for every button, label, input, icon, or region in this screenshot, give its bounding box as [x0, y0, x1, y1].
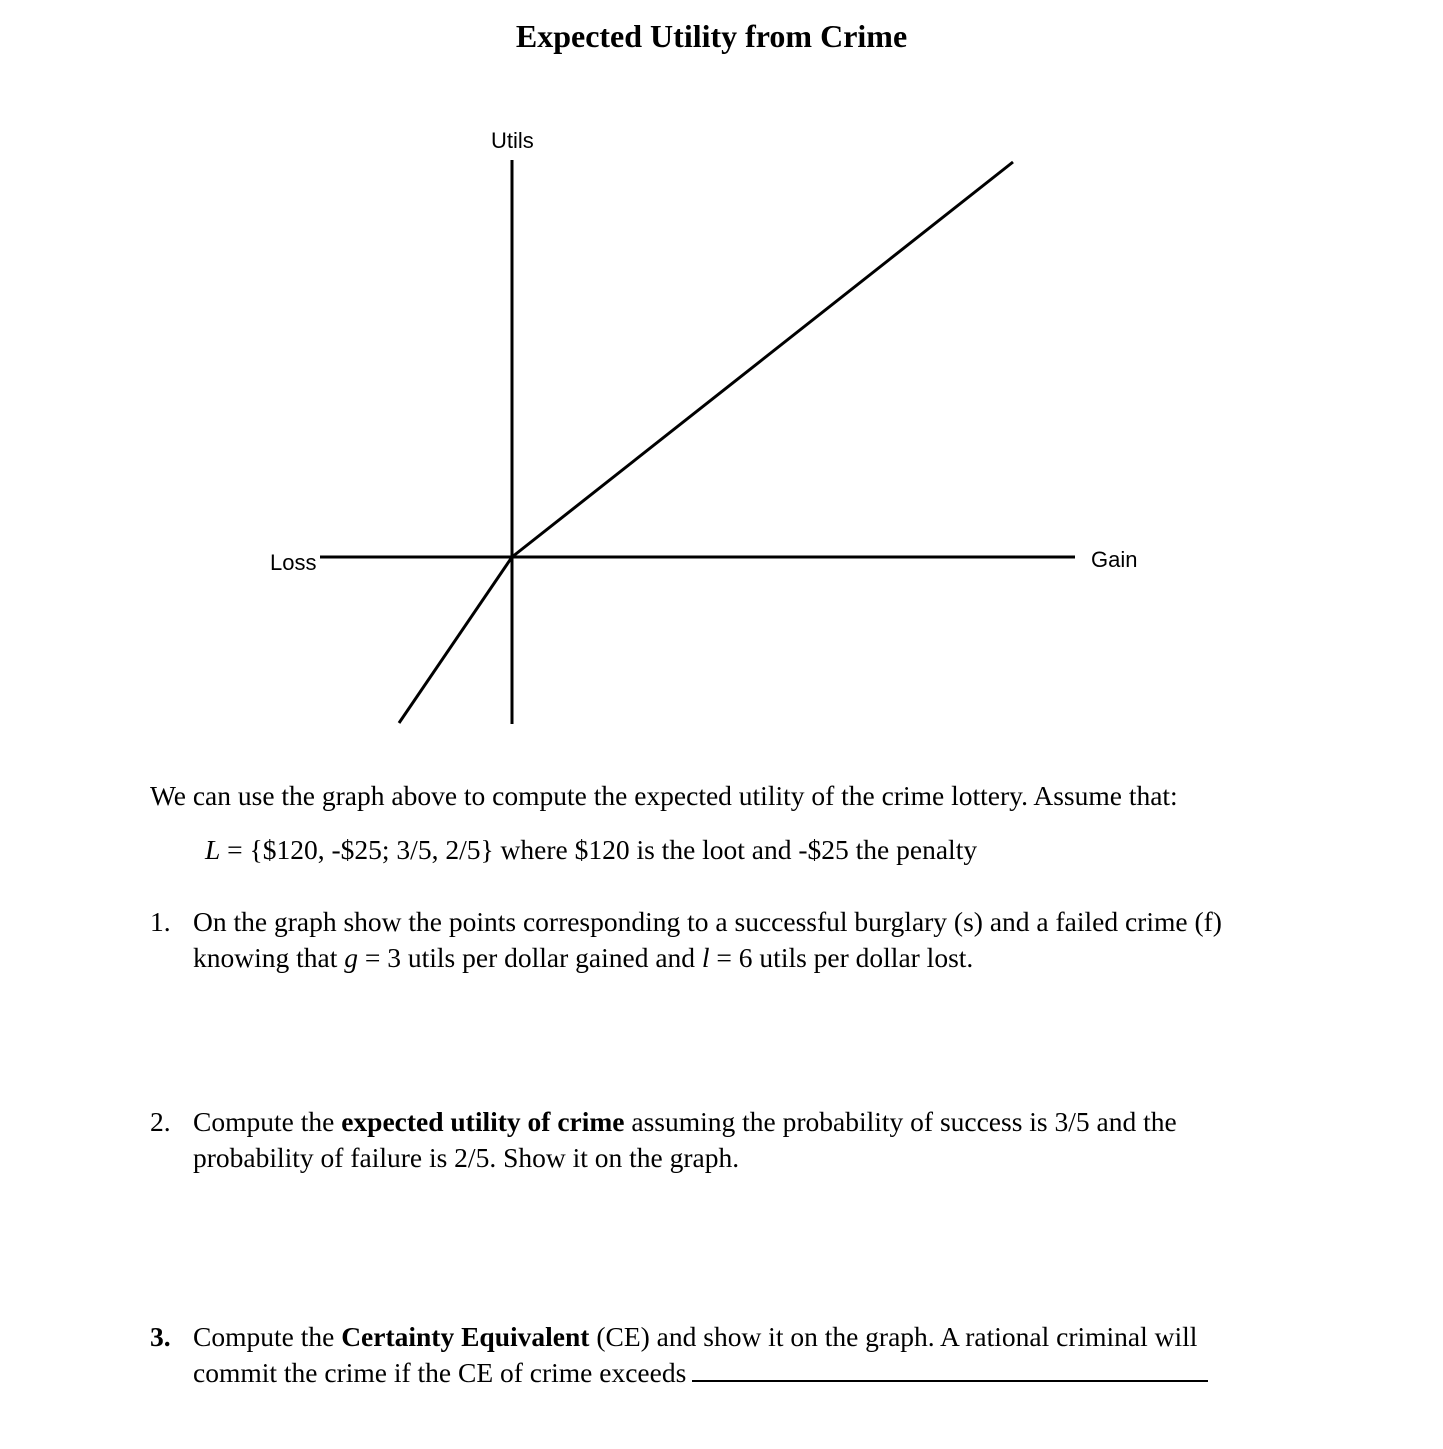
question-3-line2: commit the crime if the CE of crime exceeds	[193, 1355, 1343, 1391]
question-number: 3.	[150, 1321, 171, 1352]
gain-axis-label: Gain	[1091, 547, 1138, 572]
gain-utility-line	[512, 162, 1013, 557]
lottery-text: = {$120, -$25; 3/5, 2/5} where $120 is the loot and -$25 the penalty	[220, 834, 978, 865]
intro-text: We can use the graph above to compute the expected utility of the crime lottery. Assume that:	[150, 780, 1178, 811]
loss-utility-line	[399, 557, 512, 723]
answer-blank[interactable]	[692, 1356, 1208, 1382]
question-1-line1: On the graph show the points corresponding to a successful burglary (s) and a failed crime (f)	[193, 906, 1222, 937]
question-2-line2: probability of failure is 2/5. Show it on the graph.	[193, 1142, 740, 1173]
lottery-definition	[205, 832, 977, 868]
question-number: 1.	[150, 906, 171, 937]
y-axis-label: Utils	[491, 128, 534, 153]
lottery-variable: L	[205, 834, 221, 865]
question-1-line2: knowing that g = 3 utils per dollar gained and l = 6 utils per dollar lost.	[193, 942, 974, 973]
loss-axis-label: Loss	[270, 550, 317, 575]
question-number: 2.	[150, 1106, 171, 1137]
page-title: Expected Utility from Crime	[515, 18, 908, 54]
question-3-line1: Compute the Certainty Equivalent (CE) and show it on the graph. A rational criminal will	[193, 1321, 1198, 1352]
question-2-line1: Compute the expected utility of crime assuming the probability of success is 3/5 and the	[193, 1106, 1177, 1137]
